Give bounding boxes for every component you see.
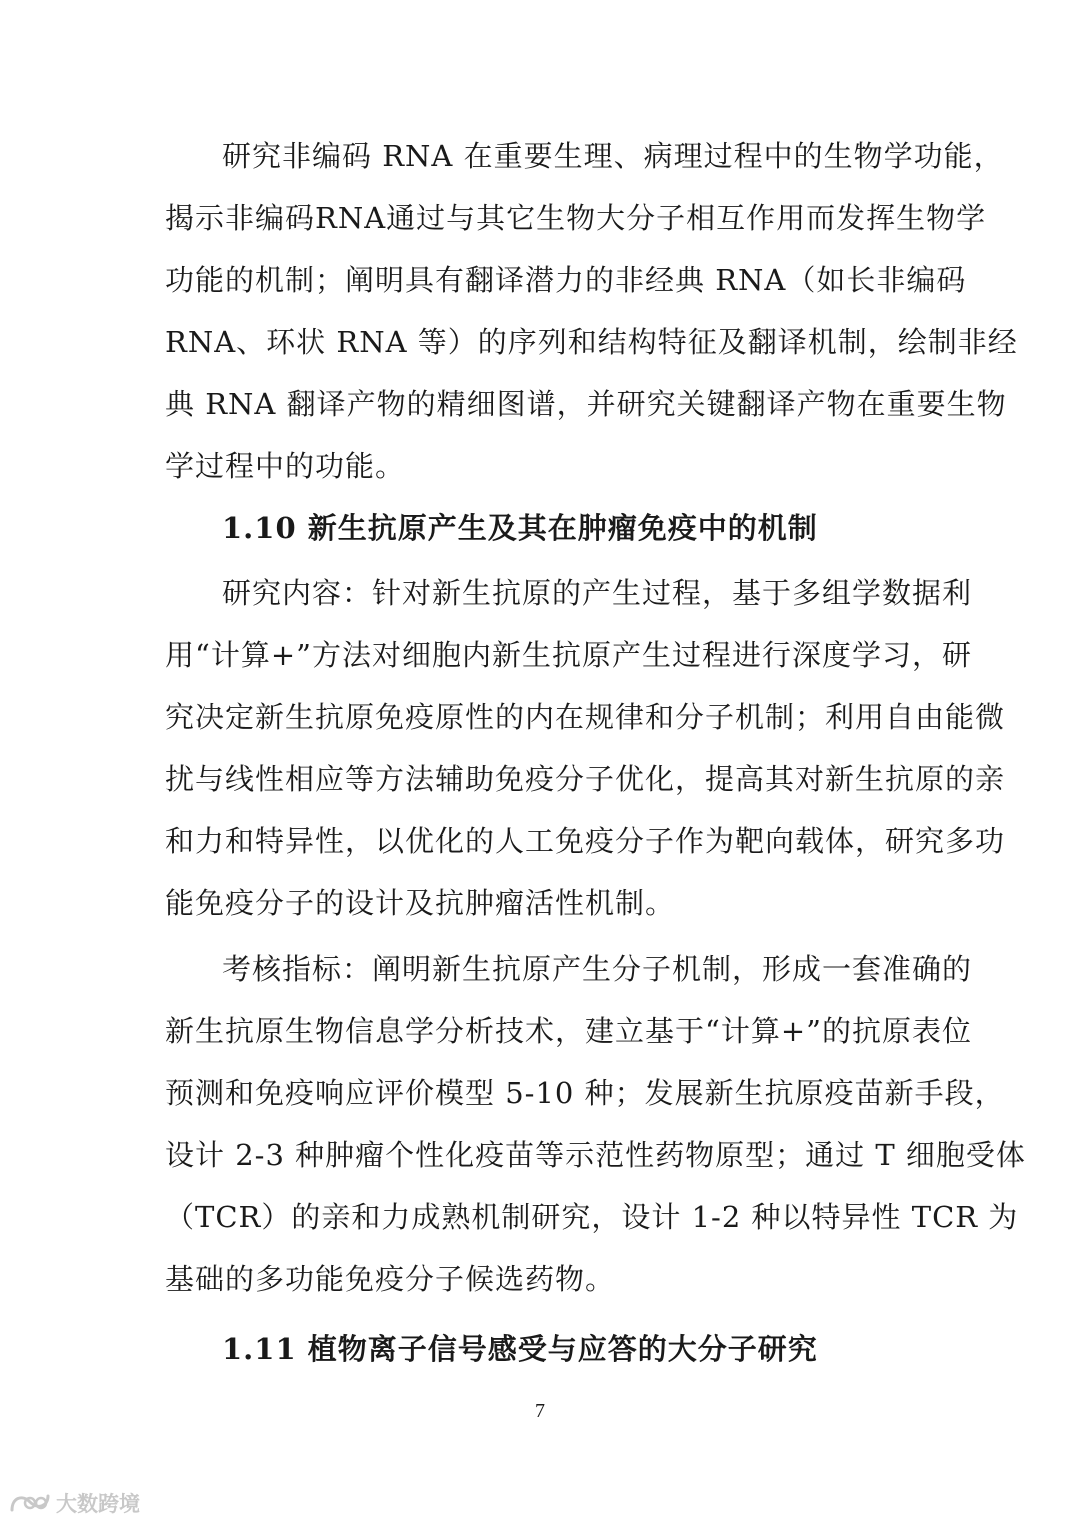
indicator-line: （TCR）的亲和力成熟机制研究，设计 1-2 种以特异性 TCR 为 (165, 1200, 1019, 1234)
indicator-line: 新生抗原生物信息学分析技术，建立基于“计算+”的抗原表位 (165, 1014, 972, 1048)
paragraph-line: 研究非编码 RNA 在重要生理、病理过程中的生物学功能， (222, 139, 1004, 173)
content-line: 用“计算+”方法对细胞内新生抗原产生过程进行深度学习，研 (165, 638, 972, 672)
content-line: 和力和特异性，以优化的人工免疫分子作为靶向载体，研究多功 (165, 824, 1006, 858)
paragraph-line: 揭示非编码RNA通过与其它生物大分子相互作用而发挥生物学 (165, 201, 987, 235)
section-heading-1-10: 1.10 新生抗原产生及其在肿瘤免疫中的机制 (222, 511, 818, 545)
logo-icon (8, 1490, 52, 1516)
indicator-line: 考核指标：阐明新生抗原产生分子机制，形成一套准确的 (222, 952, 973, 986)
paragraph-line: RNA、环状 RNA 等）的序列和结构特征及翻译机制，绘制非经 (165, 325, 1018, 359)
paragraph-line: 功能的机制；阐明具有翻译潜力的非经典 RNA（如长非编码 (165, 263, 967, 297)
page-number: 7 (535, 1400, 545, 1422)
indicator-line: 预测和免疫响应评价模型 5-10 种；发展新生抗原疫苗新手段， (165, 1076, 1005, 1110)
watermark (8, 1488, 140, 1518)
watermark-text: 大数跨境 (56, 1492, 140, 1516)
paragraph-line: 学过程中的功能。 (165, 449, 406, 483)
content-line: 能免疫分子的设计及抗肿瘤活性机制。 (165, 886, 676, 920)
content-line: 研究内容：针对新生抗原的产生过程，基于多组学数据利 (222, 576, 973, 610)
paragraph-line: 典 RNA 翻译产物的精细图谱，并研究关键翻译产物在重要生物 (165, 387, 1007, 421)
indicator-line: 设计 2-3 种肿瘤个性化疫苗等示范性药物原型；通过 T 细胞受体 (165, 1138, 1026, 1172)
content-line: 扰与线性相应等方法辅助免疫分子优化，提高其对新生抗原的亲 (165, 762, 1006, 796)
indicator-line: 基础的多功能免疫分子候选药物。 (165, 1262, 616, 1296)
content-line: 究决定新生抗原免疫原性的内在规律和分子机制；利用自由能微 (165, 700, 1006, 734)
section-heading-1-11: 1.11 植物离子信号感受与应答的大分子研究 (222, 1332, 818, 1366)
